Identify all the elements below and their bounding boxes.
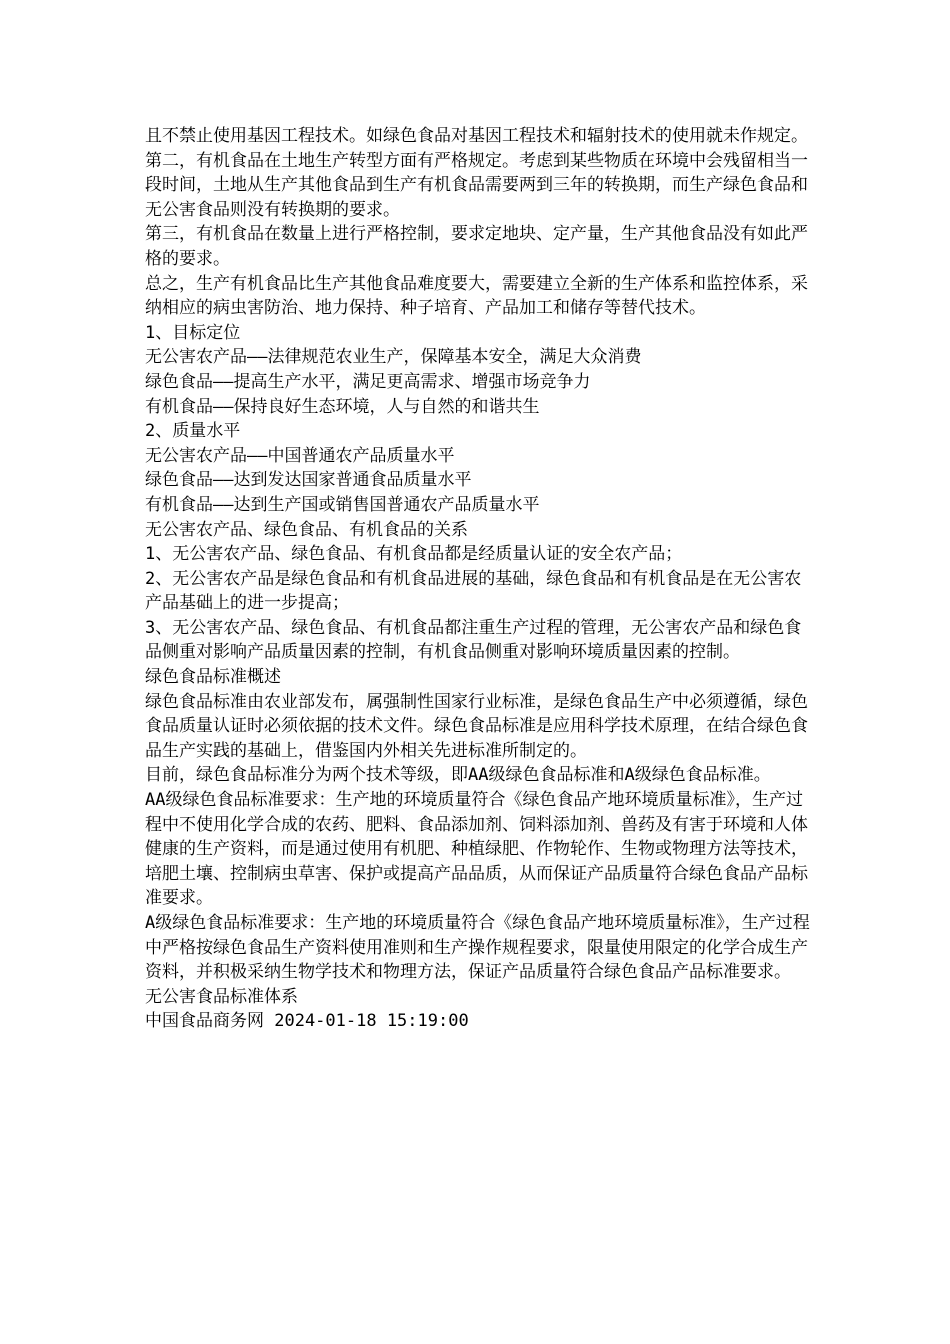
paragraph-ge-intro: 且不禁止使用基因工程技术。如绿色食品对基因工程技术和辐射技术的使用就未作规定。: [145, 126, 808, 146]
item-organic-food-target: 有机食品——保持良好生态环境，人与自然的和谐共生: [145, 396, 540, 417]
paragraph-a-standard: A级绿色食品标准要求：生产地的环境质量符合《绿色食品产地环境质量标准》，生产过程中严格按绿色食品生产资料使用准则和生产操作规程要求，限量使用限定的化学合成生产资料，并积极采纳生物学技术和物理方法，保证产品质量符合绿色食品产品标准要求。: [145, 913, 810, 983]
paragraph-aa-standard: AA级绿色食品标准要求：生产地的环境质量符合《绿色食品产地环境质量标准》，生产过程中不使用化学合成的农药、肥料、食品添加剂、饲料添加剂、兽药及有害于环境和人体健康的生产资料，而是通过使用有机肥、种植绿肥、作物轮作、生物或物理方法等技术，培肥土壤、控制病虫草害、保护或提高产品品质，从而保证产品质量符合绿色食品产品标准要求。: [145, 790, 808, 909]
item-pollution-free-quality: 无公害农产品——中国普通农产品质量水平: [145, 445, 455, 466]
paragraph-green-standard-desc: 绿色食品标准由农业部发布，属强制性国家行业标准，是绿色食品生产中必须遵循，绿色食品质量认证时必须依据的技术文件。绿色食品标准是应用科学技术原理，在结合绿色食品生产实践的基础上，借鉴国内外相关先进标准所制定的。: [145, 691, 808, 761]
item-green-food-quality: 绿色食品——达到发达国家普通食品质量水平: [145, 470, 472, 491]
heading-target-positioning: 1、目标定位: [145, 322, 241, 343]
item-green-food-target: 绿色食品——提高生产水平，满足更高需求、增强市场竞争力: [145, 371, 591, 392]
heading-green-standard-overview: 绿色食品标准概述: [145, 667, 281, 688]
paragraph-standard-levels: 目前，绿色食品标准分为两个技术等级，即AA级绿色食品标准和A级绿色食品标准。: [145, 765, 771, 786]
paragraph-summary: 总之，生产有机食品比生产其他食品难度要大，需要建立全新的生产体系和监控体系，采纳相应的病虫害防治、地力保持、种子培育、产品加工和储存等替代技术。: [145, 273, 808, 319]
item-organic-food-quality: 有机食品——达到生产国或销售国普通农产品质量水平: [145, 494, 540, 515]
item-pollution-free-target: 无公害农产品——法律规范农业生产，保障基本安全，满足大众消费: [145, 347, 642, 368]
heading-relationship: 无公害农产品、绿色食品、有机食品的关系: [145, 519, 468, 540]
item-relationship-2: 2、无公害农产品是绿色食品和有机食品进展的基础，绿色食品和有机食品是在无公害农产品基础上的进一步提高；: [145, 568, 802, 614]
heading-pollution-free-standard: 无公害食品标准体系: [145, 986, 298, 1007]
heading-quality-level: 2、质量水平: [145, 421, 241, 442]
document-body: [145, 124, 810, 1034]
paragraph-third-point: 第三，有机食品在数量上进行严格控制，要求定地块、定产量，生产其他食品没有如此严格的要求。: [145, 224, 808, 269]
source-timestamp: 中国食品商务网 2024-01-18 15:19:00: [145, 1011, 469, 1032]
paragraph-second-point: 第二，有机食品在土地生产转型方面有严格规定。考虑到某些物质在环境中会残留相当一段时间，土地从生产其他食品到生产有机食品需要两到三年的转换期，而生产绿色食品和无公害食品则没有转换期的要求。: [145, 150, 808, 220]
item-relationship-3: 3、无公害农产品、绿色食品、有机食品都注重生产过程的管理，无公害农产品和绿色食品侧重对影响产品质量因素的控制，有机食品侧重对影响环境质量因素的控制。: [145, 617, 802, 663]
item-relationship-1: 1、无公害农产品、绿色食品、有机食品都是经质量认证的安全农产品；: [145, 544, 683, 565]
